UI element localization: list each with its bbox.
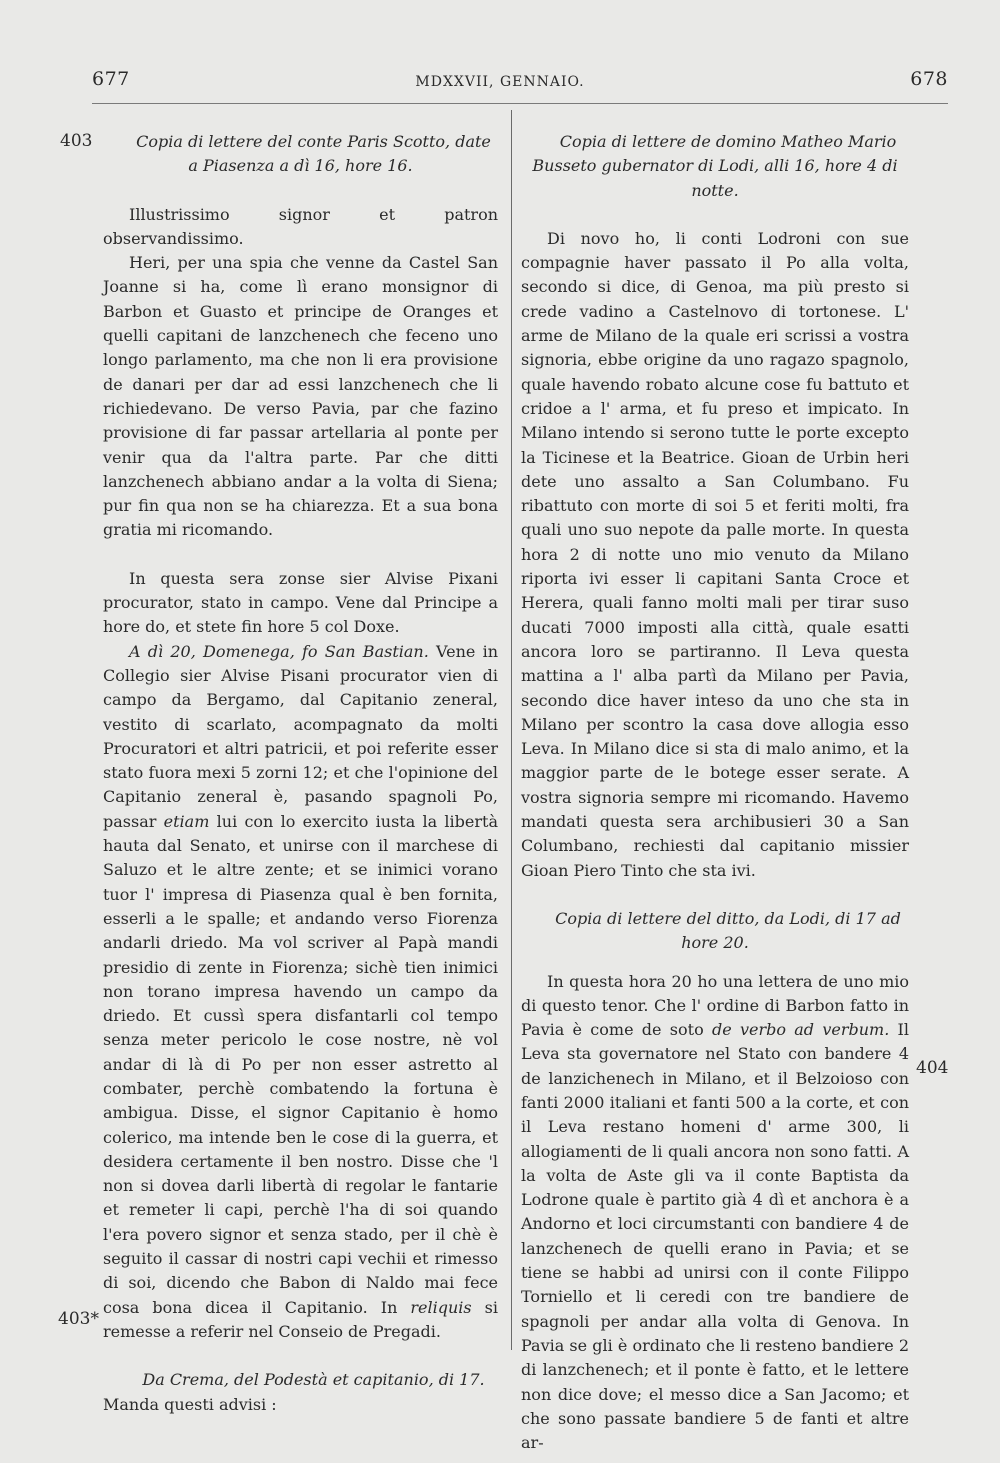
- paragraph-3-text-c: si remesse a referir nel Conseio de Pregadi.: [103, 1297, 498, 1341]
- right-heading-1: Copia di lettere de domino Matheo Mario Busseto gubernator di Lodi, alli 16, hore 4 di notte.: [532, 132, 898, 200]
- right-paragraph-1: Di novo ho, li conti Lodroni con sue compagnie haver passato il Po alla volta, secondo si dice, di Genoa, ma più presto si crede vadino a Castelnovo di tortonese. L' arme de Milano de la quale eri scrissi a vostra signoria, ebbe origine da uno ragazo spagnolo, quale havendo robato alcune cose fu battuto et cridoe a l' arma, et fu preso et impicato. In Milano intendo si serono tutte le porte excepto la Ticinese et la Beatrice. Gioan de Urbin heri dete uno assalto a San Columbano. Fu ribattuto con morte di soi 5 et feriti molti, fra quali uno suo nepote da palle morte. In questa hora 2 di notte uno mio venuto da Milano riporta ivi esser li capitani Santa Croce et Herera, quali fanno molti mali per tirar suso ducati 7000 imposti alla città, quale esatti ancora loro se partiranno. Il Leva questa mattina a l' alba partì da Milano per Pavia, secondo dice haver inteso da uno che sta in Milano per scontro la casa dove allogia esso Leva. In Milano dice si sta di malo animo, et la maggior parte de le botege esser serate. A vostra signoria sempre mi ricomando. Havemo mandati questa sera archibusieri 30 a San Columbano, rechiesti dal capitanio missier Gioan Piero Tinto che sta ivi.: [521, 228, 909, 880]
- paragraph-2-text-b: Il Leva sta governatore nel Stato con bandere 4 de lanzichenech in Milano, et il Belzoioso con fanti 2000 italiani et fanti 500 a la corte, et con il Leva restano homeni d' arme 300, li allogiamenti de li quali ancora non sono fatti. A la volta de Aste gli va il conte Baptista da Lodrone quale è partito già 4 dì et anchora è a Andorno et loci circumstanti con bandiere 4 de lanzchenech de quelli erano in Pavia; et se tiene se habbi ad unirsi con il conte Filippo Torniello et li ceredi con tre bandiere de spagnoli per andar alla volta di Genova. In Pavia se gli è ordinato che li resteno bandiere 2 di lanzchenech; et il ponte è fatto, et le lettere non dice dove; el messo dice a San Jacomo; et che sono passate bandiere 5 de fanti et altre ar-: [521, 1020, 909, 1453]
- header-rule: [92, 103, 948, 104]
- left-heading-2: Da Crema, del Podestà et capitanio, di 17.: [142, 1370, 485, 1390]
- left-paragraph-1: Heri, per una spia che venne da Castel San Joanne si ha, come lì erano monsignor di Barbon et Guasto et principe de Oranges et quelli capitani de lanzchenech che feceno uno longo parlamento, ma che non li era provisione de danari per dar ad essi lanzchenech che li richiedevano. De verso Pavia, par che fazino provisione di far passar artellaria al ponte per venir qua da l'altra parte. Par che ditti lanzchenech abbiano andar a la volta di Siena; pur fin qua non se ha chiarezza. Et a sua bona gratia mi ricomando.: [103, 253, 498, 540]
- salutation: Illustrissimo signor et patron observandissimo.: [103, 204, 498, 248]
- left-paragraph-3: [103, 640, 498, 1345]
- paragraph-3-text-b: lui con lo exercito iusta la libertà hauta dal Senato, et unirse con il marchese di Saluzo et le altre zente; et se inimici vorano tuor l' impresa di Piasenza qual è ben fornita, esserli a le spalle; et andando verso Fiorenza andarli driedo. Ma vol scriver al Papà mandi presidio di zente in Fiorenza; sichè tien inimici non torano impresa havendo un campo da driedo. Et cussì spera disfantarli col tempo senza meter pericolo le cose nostre, nè vol andar di là di Po per non esser astretto al combater, perchè combatendo la fortuna è ambigua. Disse, el signor Capitanio è homo colerico, ma intende ben le cose di la guerra, et desidera certamente il ben nostro. Disse che 'l non si dovea darli libertà di regolar le fantarie et remeter li capi, perchè l'ha di soi quando l'era povero signor et senza stado, per il chè è seguito il cassar di nostri capi vechii et rimesso di soi, dicendo che Babon di Naldo mai fece cosa bona dicea il Capitanio. In: [103, 811, 498, 1317]
- date-heading: A dì 20, Domenega, fo San Bastian.: [129, 641, 429, 661]
- right-page-number: 678: [910, 68, 948, 90]
- right-paragraph-2: [521, 970, 909, 1456]
- column-divider: [511, 110, 512, 1350]
- margin-number-right: 404: [916, 1058, 949, 1078]
- italic-etiam: etiam: [163, 811, 210, 831]
- margin-number-left-top: 403: [60, 131, 93, 151]
- right-column: [521, 130, 909, 1455]
- margin-number-left-bottom: 403*: [58, 1309, 99, 1329]
- left-page-number: 677: [92, 68, 130, 90]
- left-closing: Manda questi advisi :: [103, 1394, 277, 1414]
- italic-de-verbo: de verbo ad verbum.: [711, 1020, 890, 1040]
- left-column: [103, 130, 498, 1417]
- paragraph-3-text-a: Vene in Collegio sier Alvise Pisani procurator vien di campo da Bergamo, dal Capitanio zeneral, vestito di scarlato, acompagnato da molti Procuratori et altri patricii, et poi referite esser stato fuora mexi 5 zorni 12; et che l'opinione del Capitanio zeneral è, pasando spagnoli Po, passar: [103, 641, 498, 831]
- italic-reliquis: reliquis: [410, 1297, 472, 1317]
- paragraph-2-text-a: In questa hora 20 ho una lettera de uno mio di questo tenor. Che l' ordine di Barbon fatto in Pavia è come de soto: [521, 971, 909, 1040]
- right-heading-2: Copia di lettere del ditto, da Lodi, di 17 ad hore 20.: [555, 908, 901, 953]
- running-title: MDXXVII, GENNAIO.: [415, 74, 585, 90]
- left-paragraph-2: In questa sera zonse sier Alvise Pixani procurator, stato in campo. Vene dal Principe a hore do, et stete fin hore 5 col Doxe.: [103, 568, 498, 637]
- left-heading-1: Copia di lettere del conte Paris Scotto, date a Piasenza a dì 16, hore 16.: [136, 132, 491, 176]
